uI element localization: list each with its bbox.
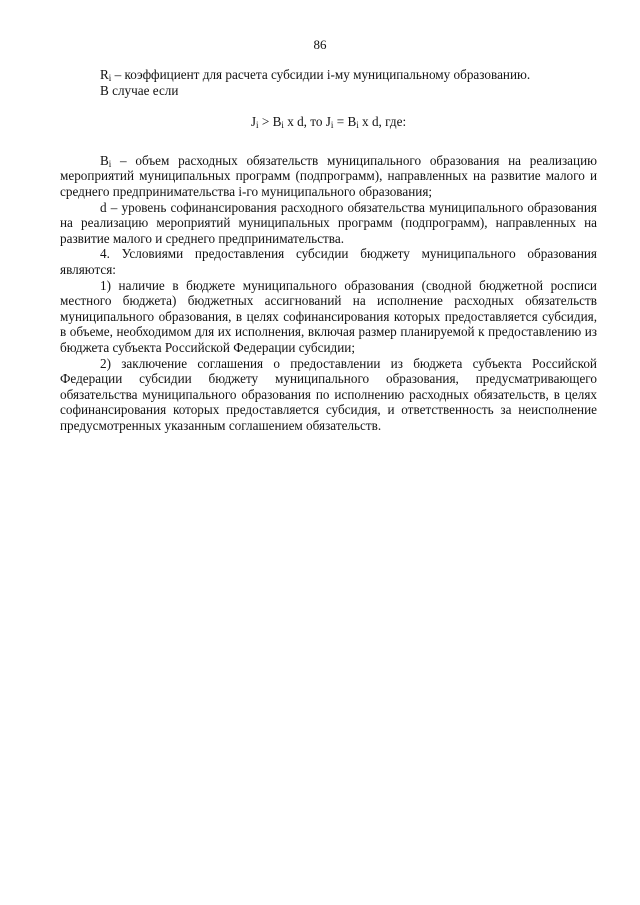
paragraph-text: – коэффициент для расчета субсидии i-му муниципальному образованию. [111,67,531,82]
paragraph-conditions-heading: 4. Условиями предоставления субсидии бюджету муниципального образования являются: [60,246,597,277]
page-number: 86 [313,37,327,52]
paragraph-b-volume [60,153,597,200]
formula-subscript: i [356,120,359,131]
formula-symbol: B [272,114,282,130]
formula-subscript: i [256,120,259,131]
formula-symbol: J [325,114,331,130]
paragraph-condition-1: 1) наличие в бюджете муниципального образования (сводной бюджетной росписи местного бюджета) бюджетных ассигнований на исполнение расходных обязательств муниципального образования, в целях софинансирования которых предоставляется субсидия, в объеме, необходимом для их исполнения, включая размер планируемой к предоставлению из бюджета субъекта Российской Федерации субсидии; [60,277,597,355]
formula-operator: > [258,114,273,130]
subscript-i: i [108,73,112,83]
formula-operator: = [333,114,348,130]
paragraph-r-coefficient [60,67,597,83]
formula-subscript: i [330,120,334,131]
paragraph-condition-2: 2) заключение соглашения о предоставлении из бюджета субъекта Российской Федерации субсидии бюджету муниципального образования, предусматривающего обязательства муниципального образования по исполнению расходных обязательств, в целях софинансирования которых предоставляется субсидия, и ответственность за неисполнение предусмотренных указанным соглашением обязательств. [60,355,597,433]
symbol-r: R [100,67,109,82]
paragraph-d-level: d – уровень софинансирования расходного обязательства муниципального образования на реализацию мероприятий муниципальных программ (подпрограмм), направленных на развитие малого и среднего предпринимательства. [60,199,597,246]
formula [60,114,597,130]
formula-text: x d, то [283,114,326,130]
symbol-b: B [100,152,109,168]
formula-symbol: B [347,114,357,130]
formula-symbol: J [250,114,257,130]
formula-text: x d, где: [358,114,407,130]
paragraph-text: – объем расходных обязательств муниципального образования на реализацию мероприятий муниципальных программ (подпрограмм), направленных на развитие малого и среднего предпринимательства i-го муниципального образования; [60,152,597,199]
paragraph-condition: В случае если [100,82,179,98]
formula-subscript: i [281,120,284,131]
document-body [60,67,597,433]
subscript-i: i [108,158,112,169]
